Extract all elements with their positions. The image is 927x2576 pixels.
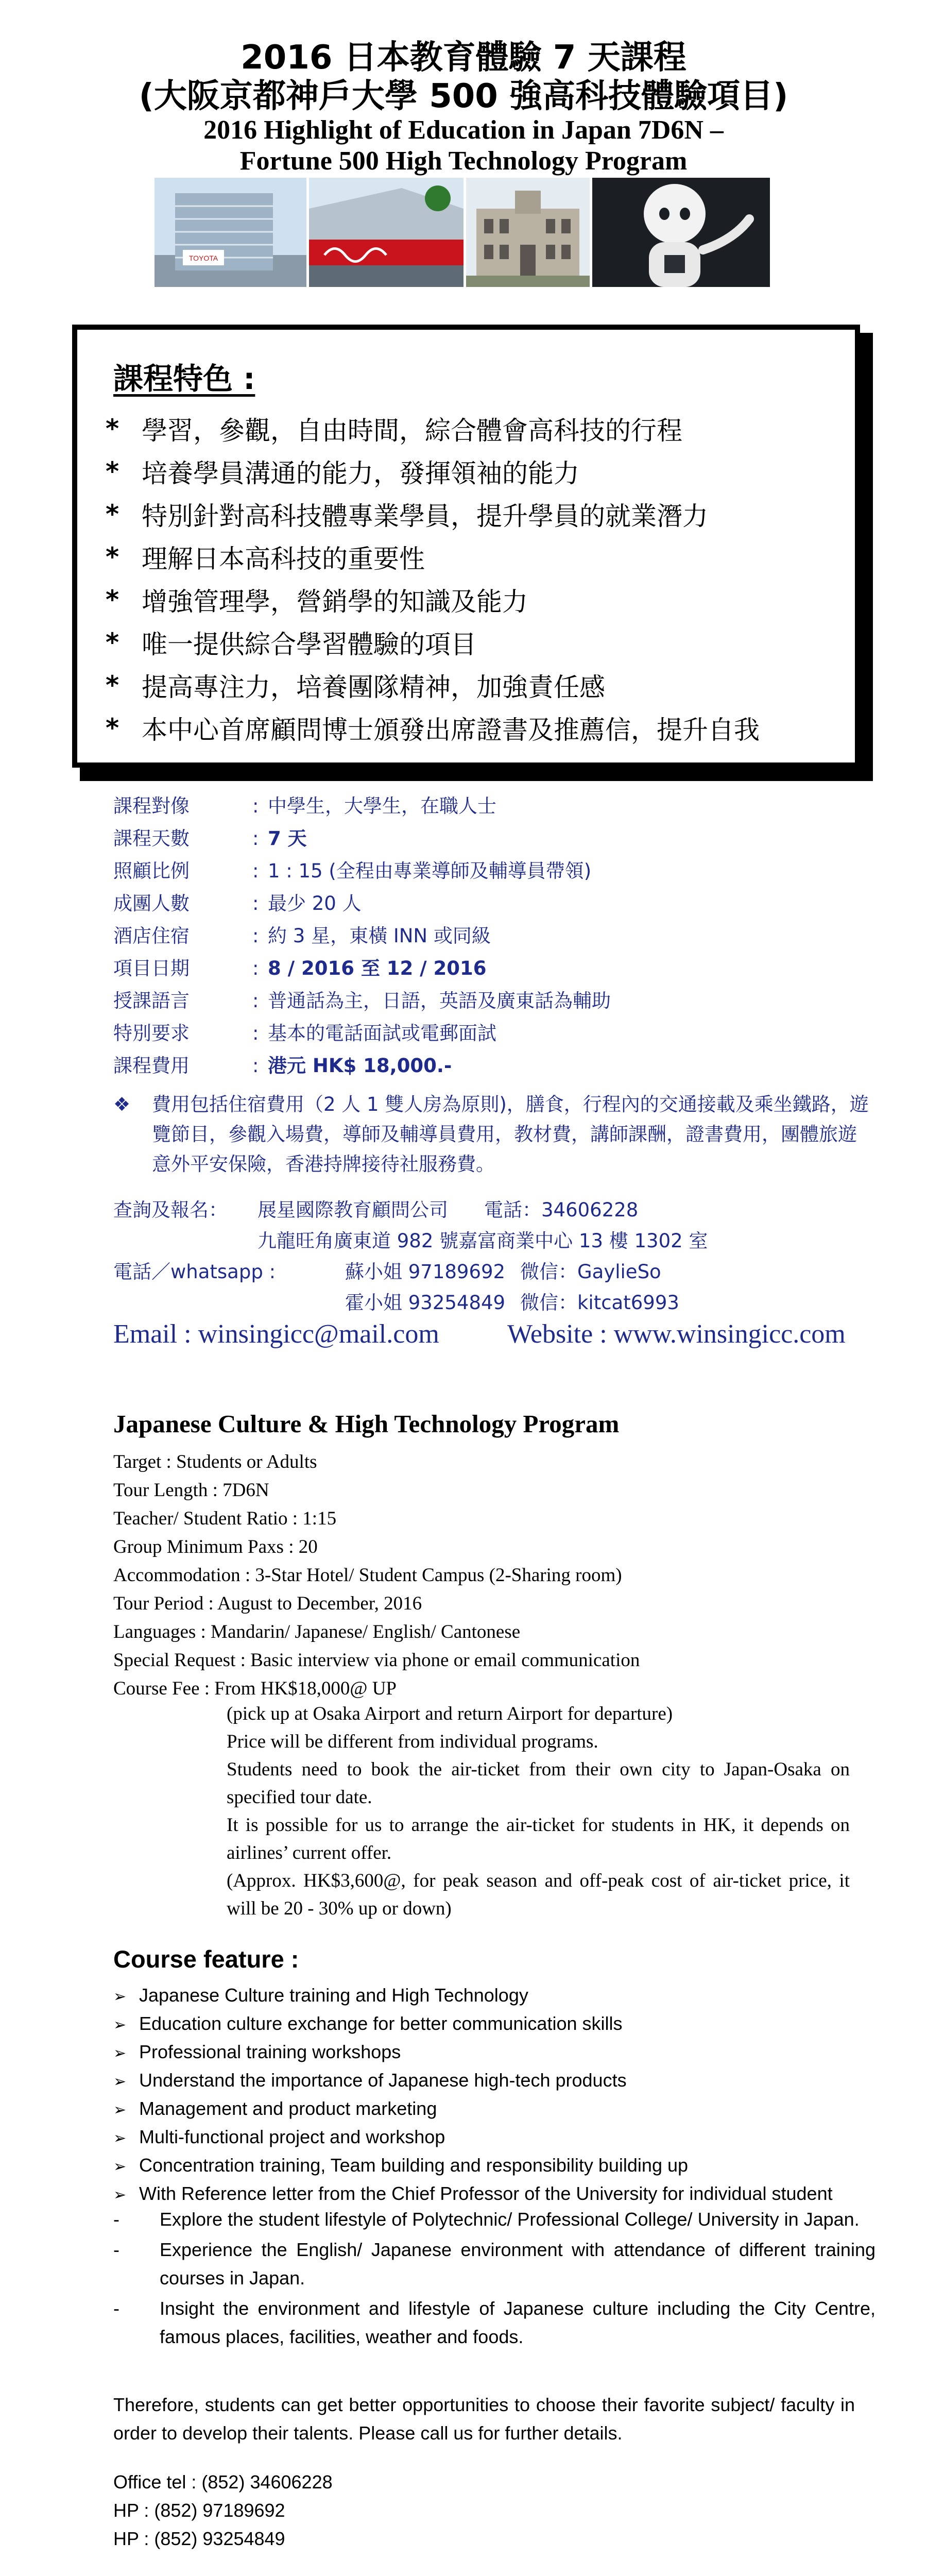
website-link[interactable]: Website : www.winsingicc.com (507, 1319, 846, 1349)
arrow-bullet-icon: ➢ (113, 2016, 127, 2033)
arrow-bullet-icon: ➢ (113, 2045, 127, 2062)
title-cn-line-1: 2016 日本教育體驗 7 天課程 (241, 39, 686, 77)
title-en-line-2: Fortune 500 High Technology Program (239, 146, 688, 176)
wechat-2: 微信：kitcat6993 (520, 1292, 679, 1314)
en-detail-line: Course Fee : From HK$18,000@ UP (113, 1678, 397, 1699)
title-en-line-1: 2016 Highlight of Education in Japan 7D6N – (203, 115, 724, 145)
feature-item: * 學習，參觀，自由時間，綜合體會高科技的行程 (106, 413, 682, 446)
experience-item: - Insight the environment and lifestyle of Japanese culture including the City Centre, famous places, facilities, weather and foods. (113, 2298, 876, 2347)
arrow-bullet-icon: ➢ (113, 2130, 127, 2147)
toyota-sign-text: TOYOTA (188, 254, 218, 262)
closing-paragraph: Therefore, students can get better opportunities to choose their favorite subject/ faculty in order to develop their talents. Please call us for further details. (113, 2394, 855, 2444)
experience-item: - Explore the student lifestyle of Polytechnic/ Professional College/ University in Japan. (113, 2209, 860, 2230)
enquiry-label: 查詢及報名： (113, 1199, 228, 1221)
feature-item: * 增強管理學，營銷學的知識及能力 (106, 584, 528, 617)
course-feature-list (113, 1981, 833, 2208)
course-feature-item: ➢ Management and product marketing (113, 2094, 833, 2123)
email-link[interactable]: Email : winsingicc@mail.com (113, 1319, 439, 1349)
whatsapp-label: 電話／whatsapp : (113, 1261, 276, 1283)
company-name: 展星國際教育顧問公司 (258, 1199, 448, 1221)
fee-note: Students need to book the air-ticket from their own city to Japan-Osaka on specified tour date. (227, 1759, 850, 1808)
diamond-bullet-icon: ❖ (113, 1093, 131, 1115)
course-feature-item: ➢ Understand the importance of Japanese high-tech products (113, 2066, 833, 2094)
en-detail-line: Languages : Mandarin/ Japanese/ English/ Cantonese (113, 1621, 521, 1642)
en-detail-line: Teacher/ Student Ratio : 1:15 (113, 1508, 337, 1529)
fee-note: Price will be different from individual programs. (227, 1731, 598, 1752)
course-fee-notes (227, 1700, 850, 1923)
company-address: 九龍旺角廣東道 982 號嘉富商業中心 13 樓 1302 室 (258, 1230, 708, 1252)
course-feature-item: ➢ Japanese Culture training and High Technology (113, 1981, 833, 2009)
feature-item: * 特別針對高科技體專業學員，提升學員的就業潛力 (106, 499, 708, 531)
en-program-title: Japanese Culture & High Technology Program (113, 1410, 620, 1438)
hp-phone-2: HP : (852) 93254849 (113, 2528, 285, 2549)
humanoid-robot-photo (592, 178, 770, 287)
toyota-building-photo (154, 178, 306, 287)
feature-item: * 本中心首席顧問博士頒發出席證書及推薦信，提升自我 (106, 713, 760, 745)
en-detail-line: Special Request : Basic interview via phone or email communication (113, 1650, 640, 1671)
feature-box (72, 325, 860, 768)
hp-phone-1: HP : (852) 97189692 (113, 2500, 285, 2521)
feature-item: * 理解日本高科技的重要性 (106, 541, 425, 574)
title-cn-line-2: (大阪京都神戶大學 500 強高科技體驗項目) (139, 77, 788, 115)
arrow-bullet-icon: ➢ (113, 2158, 127, 2175)
course-feature-item: ➢ With Reference letter from the Chief Professor of the University for individual student (113, 2179, 833, 2208)
course-feature-title: Course feature : (113, 1945, 299, 1973)
arrow-bullet-icon: ➢ (113, 2102, 127, 2119)
feature-box-title: 課程特色 : (113, 361, 255, 396)
fee-note: (pick up at Osaka Airport and return Airport for departure) (227, 1703, 673, 1724)
en-program-details (113, 1448, 640, 1703)
arrow-bullet-icon: ➢ (113, 1988, 127, 2005)
fee-note: (Approx. HK$3,600@, for peak season and off-peak cost of air-ticket price, it will be 20 - 30% up or down) (227, 1870, 850, 1919)
feature-item: * 提高專注力，培養團隊精神，加強責任感 (106, 670, 605, 702)
brochure-page: 2016 日本教育體驗 7 天課程 (大阪京都神戶大學 500 強高科技體驗項目) 2016 Highlight of Education in Japan 7D6N – Fortune 500 High Technology Program TOYOTA 課程特色 : * 學習，參觀，自由時間，綜合體會高科技的行程 * 培養學員溝通的能力，發揮領袖的能力 * 特別針對高科技體專業學員，提升學員的就業潛力 * 理解日本高科技的重要性 * 增強管理學，營銷學的知識及能力 * 唯一提供綜合學習體驗的項目 * 提高專注力，培養團隊精神，加強責任感 * 本中心首席顧問博士頒發出席證書及推薦信，提升自我 課程對像 : 中學生，大學生，在職人士 課程天數 : 7 天 照顧比例 : 1 : 15 (全程由專業導師及輔導員帶領) 成團人數 : 最少 20 人 酒店住宿 : 約 3 星，東橫 INN 或同級 項目日期 : 8 / 2016 至 12 / 2016 授課語言 : 普通話為主，日語，英語及廣東話為輔助 特別要求 : 基本的電話面試或電郵面試 課程費用 : 港元 HK$ 18,000.- ❖ 費用包括住宿費用（2 人 1 雙人房為原則)，膳食，行程內的交通接載及乘坐鐵路，遊覽節目，參觀入場費，導師及輔導員費用，教材費，講師課酬，證書費用，團體旅遊意外平安保險，香港持牌接待社服務費。 查詢及報名： 展星國際教育顧問公司 電話：34606228 九龍旺角廣東道 982 號嘉富商業中心 13 樓 1302 室 電話／whatsapp : 蘇小姐 97189692 微信：GaylieSo 霍小姐 93254849 微信：kitcat6993 Email : winsingicc@mail.com Website : www.winsingicc.com Japanese Culture & High Technology Program Target : Students or Adults Tour Length : 7D6N Teacher/ Student Ratio : 1:15 Group Minimum Paxs : 20 Accommodation : 3-Star Hotel/ Student Campus (2-Sharing room) Tour Period : August to December, 2016 Languages : Mandarin/ Japanese/ English/ Cantonese Special Request : Basic interview via phone or email communication Course Fee : From HK$18,000@ UP (pick up at Osaka Airport and return Airport for departure) Price will be different from individual programs. Students need to book the air-ticket from their own city to Japan-Osaka on specified tour date. It is possible for us to arrange the air-ticket for students in HK, it depends on airlines’ current offer. (Approx. HK$3,600@, for peak season and off-peak cost of air-ticket price, it will be 20 - 30% up or down) Course feature : ➢ Japanese Culture training and High Technology ➢ Education culture exchange for better communication skills ➢ Professional training workshops ➢ Understand the importance of Japanese high-tech products ➢ Management and product marketing ➢ Multi-functional project and workshop ➢ Concentration training, Team building and responsibility building up ➢ With Reference letter from the Chief Professor of the University for individual student - Explore the student lifestyle of Polytechnic/ Professional College/ University in Japan. - Experience the English/ Japanese environment with attendance of different training courses in Japan. - Insight the environment and lifestyle of Japanese culture including the City Centre, famous places, facilities, weather and foods. Therefore, students can get better opportunities to choose their favorite subject/ faculty in order to develop their talents. Please call us for further details. Office tel : (852) 34606228 HP : (852) 97189692 HP : (852) 93254849 (0, 0, 927, 2576)
office-phone: Office tel : (852) 34606228 (113, 2471, 333, 2493)
company-phone: 電話：34606228 (484, 1199, 639, 1221)
contact-person-1: 蘇小姐 97189692 (345, 1261, 506, 1283)
course-feature-item: ➢ Concentration training, Team building and responsibility building up (113, 2151, 833, 2179)
en-detail-line: Group Minimum Paxs : 20 (113, 1536, 318, 1557)
en-detail-line: Tour Period : August to December, 2016 (113, 1593, 422, 1614)
phone-list (113, 2468, 333, 2553)
experience-list (113, 2205, 876, 2353)
arrow-bullet-icon: ➢ (113, 2073, 127, 2090)
arrow-bullet-icon: ➢ (113, 2187, 127, 2204)
experience-item: - Experience the English/ Japanese environment with attendance of different training courses in Japan. (113, 2239, 876, 2289)
feature-item: * 培養學員溝通的能力，發揮領袖的能力 (106, 456, 579, 488)
en-detail-line: Accommodation : 3-Star Hotel/ Student Campus (2-Sharing room) (113, 1565, 622, 1586)
coca-cola-factory-photo (309, 178, 464, 287)
course-feature-item: ➢ Professional training workshops (113, 2038, 833, 2066)
university-building-photo (466, 178, 590, 287)
wechat-1: 微信：GaylieSo (520, 1261, 661, 1283)
en-detail-line: Tour Length : 7D6N (113, 1480, 269, 1501)
fee-note: It is possible for us to arrange the air-ticket for students in HK, it depends on airlines’ current offer. (227, 1815, 850, 1863)
course-feature-item: ➢ Multi-functional project and workshop (113, 2123, 833, 2151)
en-detail-line: Target : Students or Adults (113, 1451, 317, 1472)
feature-list (106, 407, 760, 749)
contact-person-2: 霍小姐 93254849 (345, 1292, 506, 1314)
feature-item: * 唯一提供綜合學習體驗的項目 (106, 627, 476, 659)
course-feature-item: ➢ Education culture exchange for better communication skills (113, 2009, 833, 2038)
